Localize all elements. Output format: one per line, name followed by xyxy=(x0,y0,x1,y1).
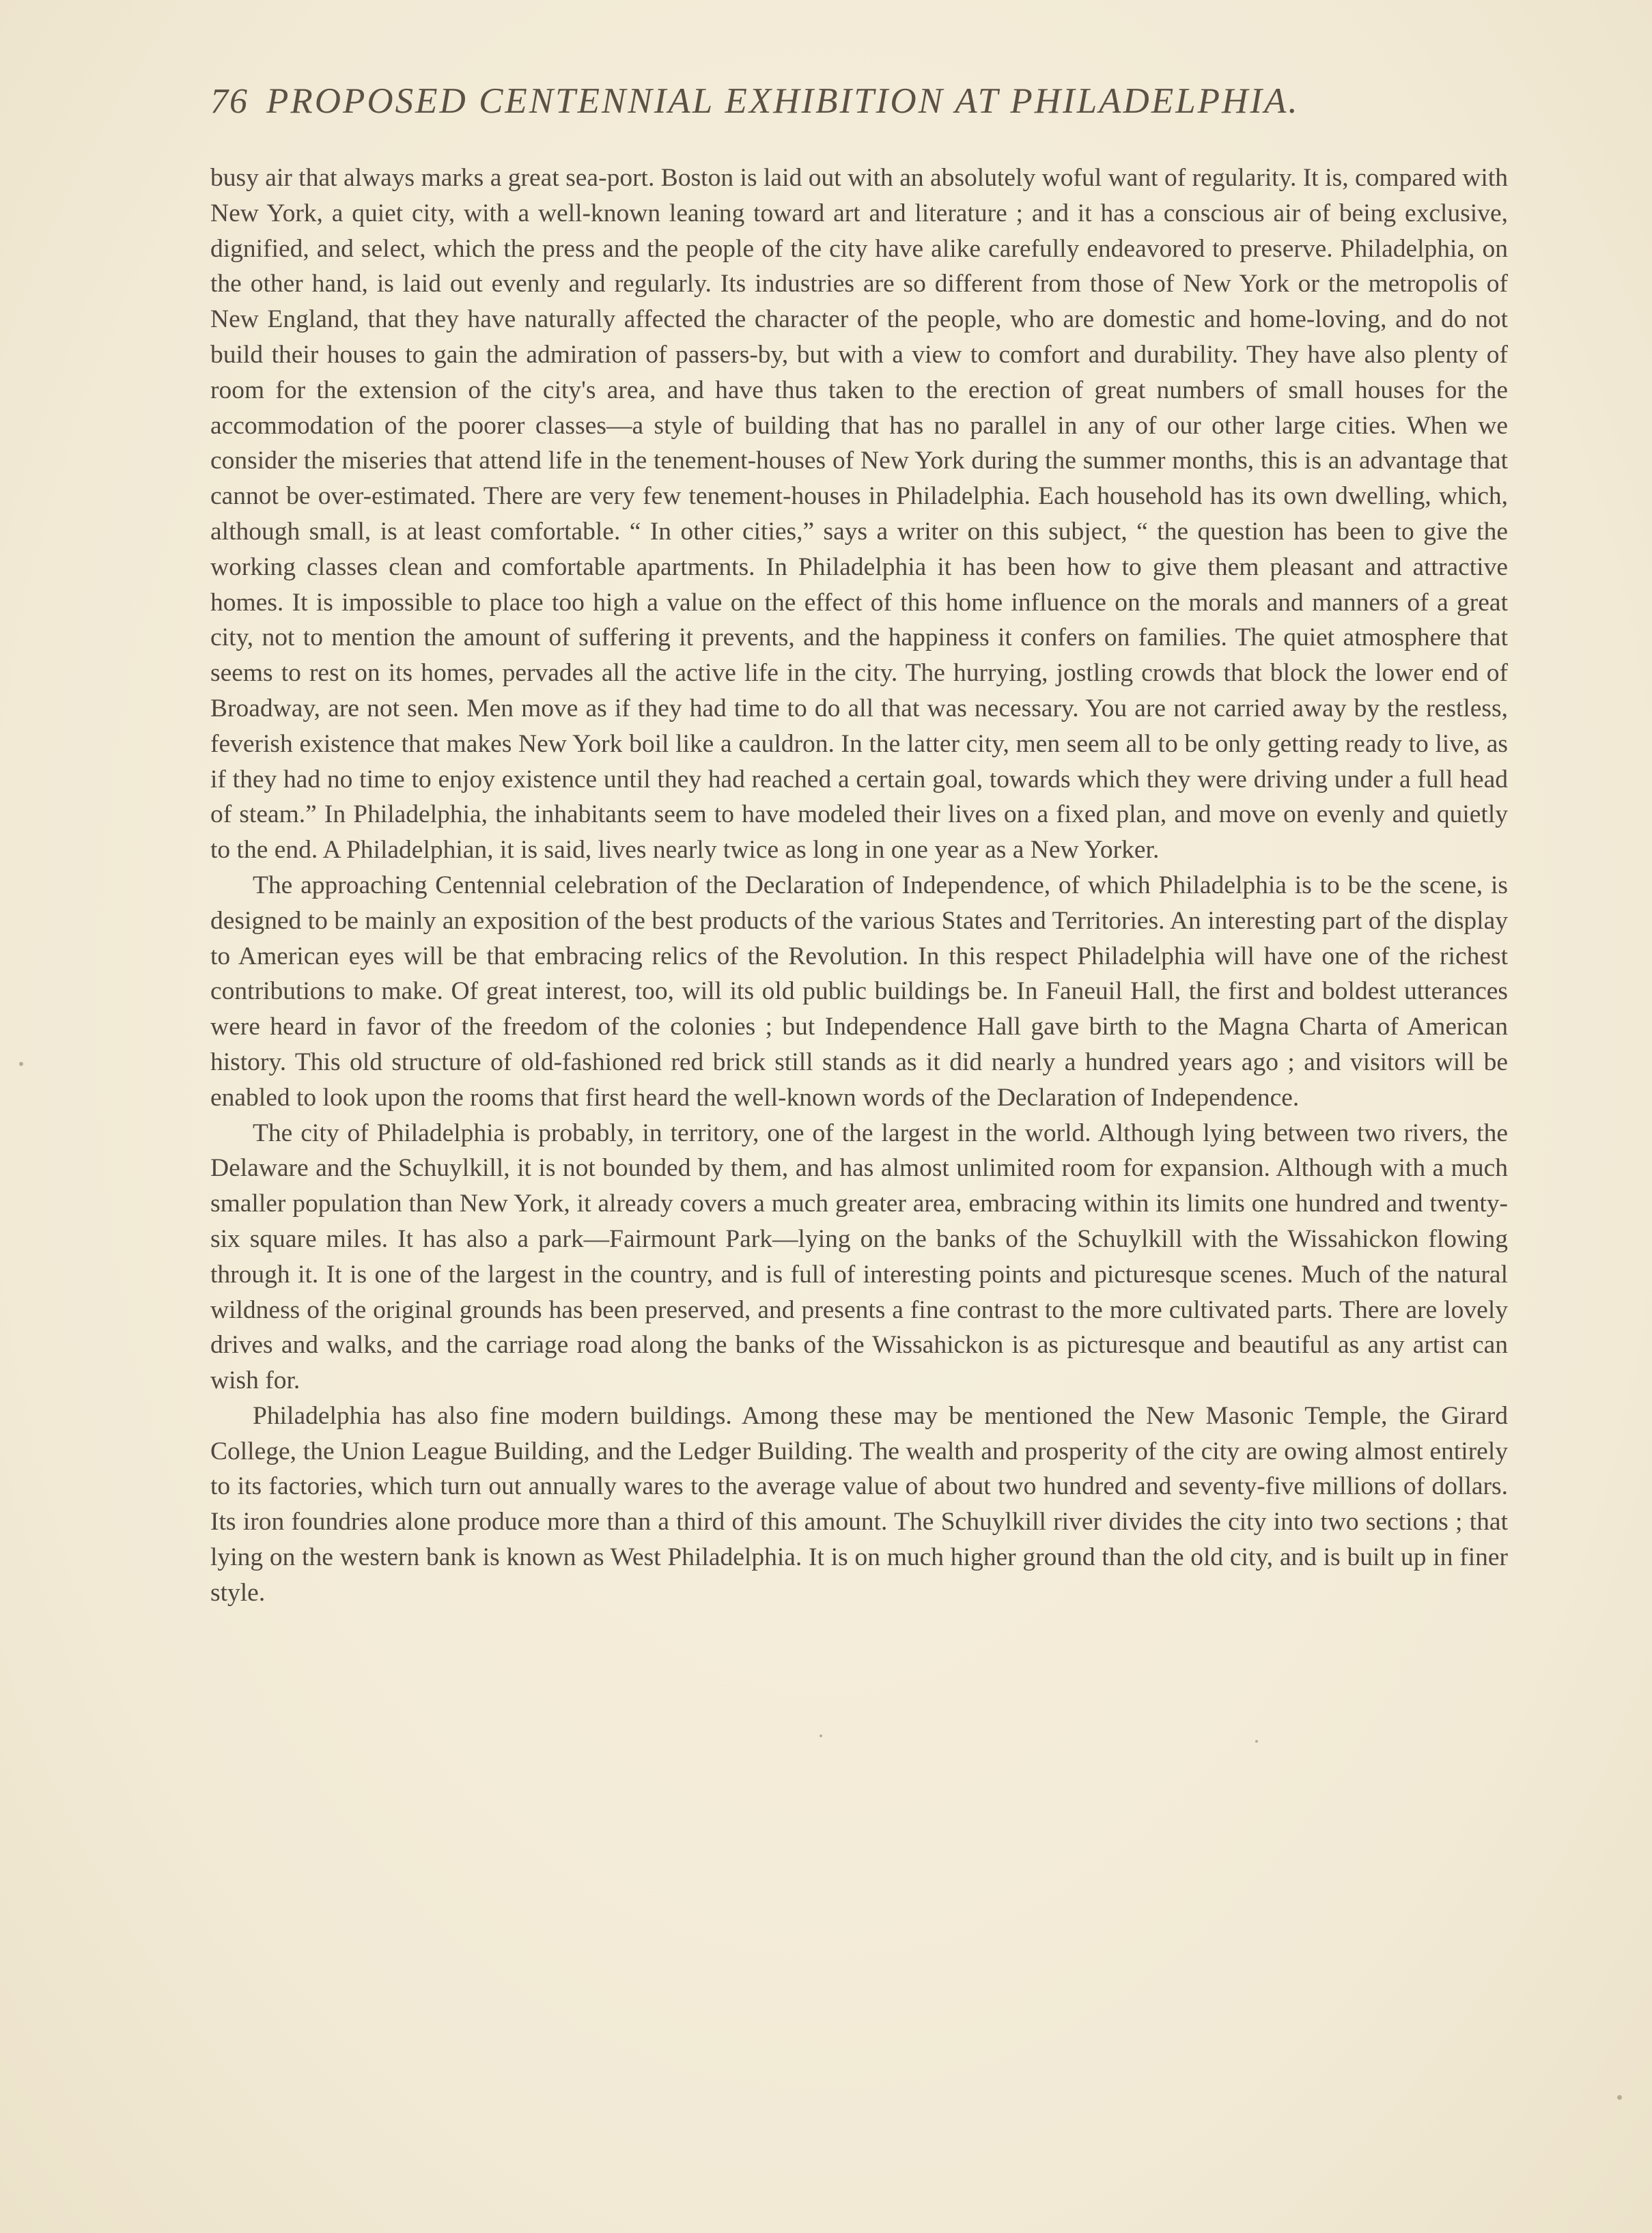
paragraph-3: The city of Philadelphia is probably, in territory, one of the largest in the world. Although lying between two rivers, the Delaware and the Schuylkill, it is not bounded by them, and has almost unlimited room for expansion. Although with a much smaller population than New York, it already covers a much greater area, embracing within its limits one hundred and twenty-six square miles. It has also a park—Fairmount Park—lying on the banks of the Schuylkill with the Wissahickon flowing through it. It is one of the largest in the country, and is full of interesting points and picturesque scenes. Much of the natural wildness of the original grounds has been preserved, and presents a fine contrast to the more cultivated parts. There are lovely drives and walks, and the carriage road along the banks of the Wissahickon is as picturesque and beautiful as any artist can wish for. xyxy=(210,1119,1508,1395)
running-title: PROPOSED CENTENNIAL EXHIBITION AT PHILADELPHIA. xyxy=(266,81,1300,121)
paper-speck xyxy=(1617,2095,1622,2100)
page-number: 76 xyxy=(210,82,249,121)
paragraph-1: busy air that always marks a great sea-port. Boston is laid out with an absolutely woful want of regularity. It is, compared with New York, a quiet city, with a well-known leaning toward art and literature ; and it has a conscious air of being exclusive, dignified, and select, which the press and the people of the city have alike carefully endeavored to preserve. Philadelphia, on the other hand, is laid out evenly and regularly. Its industries are so different from those of New York or the metropolis of New England, that they have naturally affected the character of the people, who are domestic and home-loving, and do not build their houses to gain the admiration of passers-by, but with a view to comfort and durability. They have also plenty of room for the extension of the city's area, and have thus taken to the erection of great numbers of small houses for the accommodation of the poorer classes—a style of building that has no parallel in any of our other large cities. When we consider the miseries that attend life in the tenement-houses of New York during the summer months, this is an advantage that cannot be over-estimated. There are very few tenement-houses in Philadelphia. Each household has its own dwelling, which, although small, is at least comfortable. “ In other cities,” says a writer on this subject, “ the question has been to give the working classes clean and comfortable apartments. In Philadelphia it has been how to give them pleasant and attractive homes. It is impossible to place too high a value on the effect of this home influence on the morals and manners of a great city, not to mention the amount of suffering it prevents, and the happiness it confers on families. The quiet atmosphere that seems to rest on its homes, pervades all the active life in the city. The hurrying, jostling crowds that block the lower end of Broadway, are not seen. Men move as if they had time to do all that was necessary. You are not carried away by the restless, feverish existence that makes New York boil like a cauldron. In the latter city, men seem all to be only getting ready to live, as if they had no time to enjoy existence until they had reached a certain goal, towards which they were driving under a full head of steam.” In Philadelphia, the inhabitants seem to have modeled their lives on a fixed plan, and move on evenly and quietly to the end. A Philadelphian, it is said, lives nearly twice as long in one year as a New Yorker. xyxy=(210,164,1508,865)
paragraph-2: The approaching Centennial celebration of the Declaration of Independence, of which Philadelphia is to be the scene, is designed to be mainly an exposition of the best products of the various States and Territories. An interesting part of the display to American eyes will be that embracing relics of the Revolution. In this respect Philadelphia will have one of the richest contributions to make. Of great interest, too, will its old public buildings be. In Faneuil Hall, the first and boldest utterances were heard in favor of the freedom of the colonies ; but Independence Hall gave birth to the Magna Charta of American history. This old structure of old-fashioned red brick still stands as it did nearly a hundred years ago ; and visitors will be enabled to look upon the rooms that first heard the well-known words of the Declaration of Independence. xyxy=(210,871,1508,1112)
page-header xyxy=(210,81,1460,135)
paper-speck xyxy=(19,1062,23,1066)
body-text xyxy=(210,160,1508,1611)
paper-speck xyxy=(1255,1740,1258,1743)
paper-speck xyxy=(820,1735,822,1737)
paragraph-4: Philadelphia has also fine modern buildings. Among these may be mentioned the New Masonic Temple, the Girard College, the Union League Building, and the Ledger Building. The wealth and prosperity of the city are owing almost entirely to its factories, which turn out annually wares to the average value of about two hundred and seventy-five millions of dollars. Its iron foundries alone produce more than a third of this amount. The Schuylkill river divides the city into two sections ; that lying on the western bank is known as West Philadelphia. It is on much higher ground than the old city, and is built up in finer style. xyxy=(210,1401,1508,1607)
